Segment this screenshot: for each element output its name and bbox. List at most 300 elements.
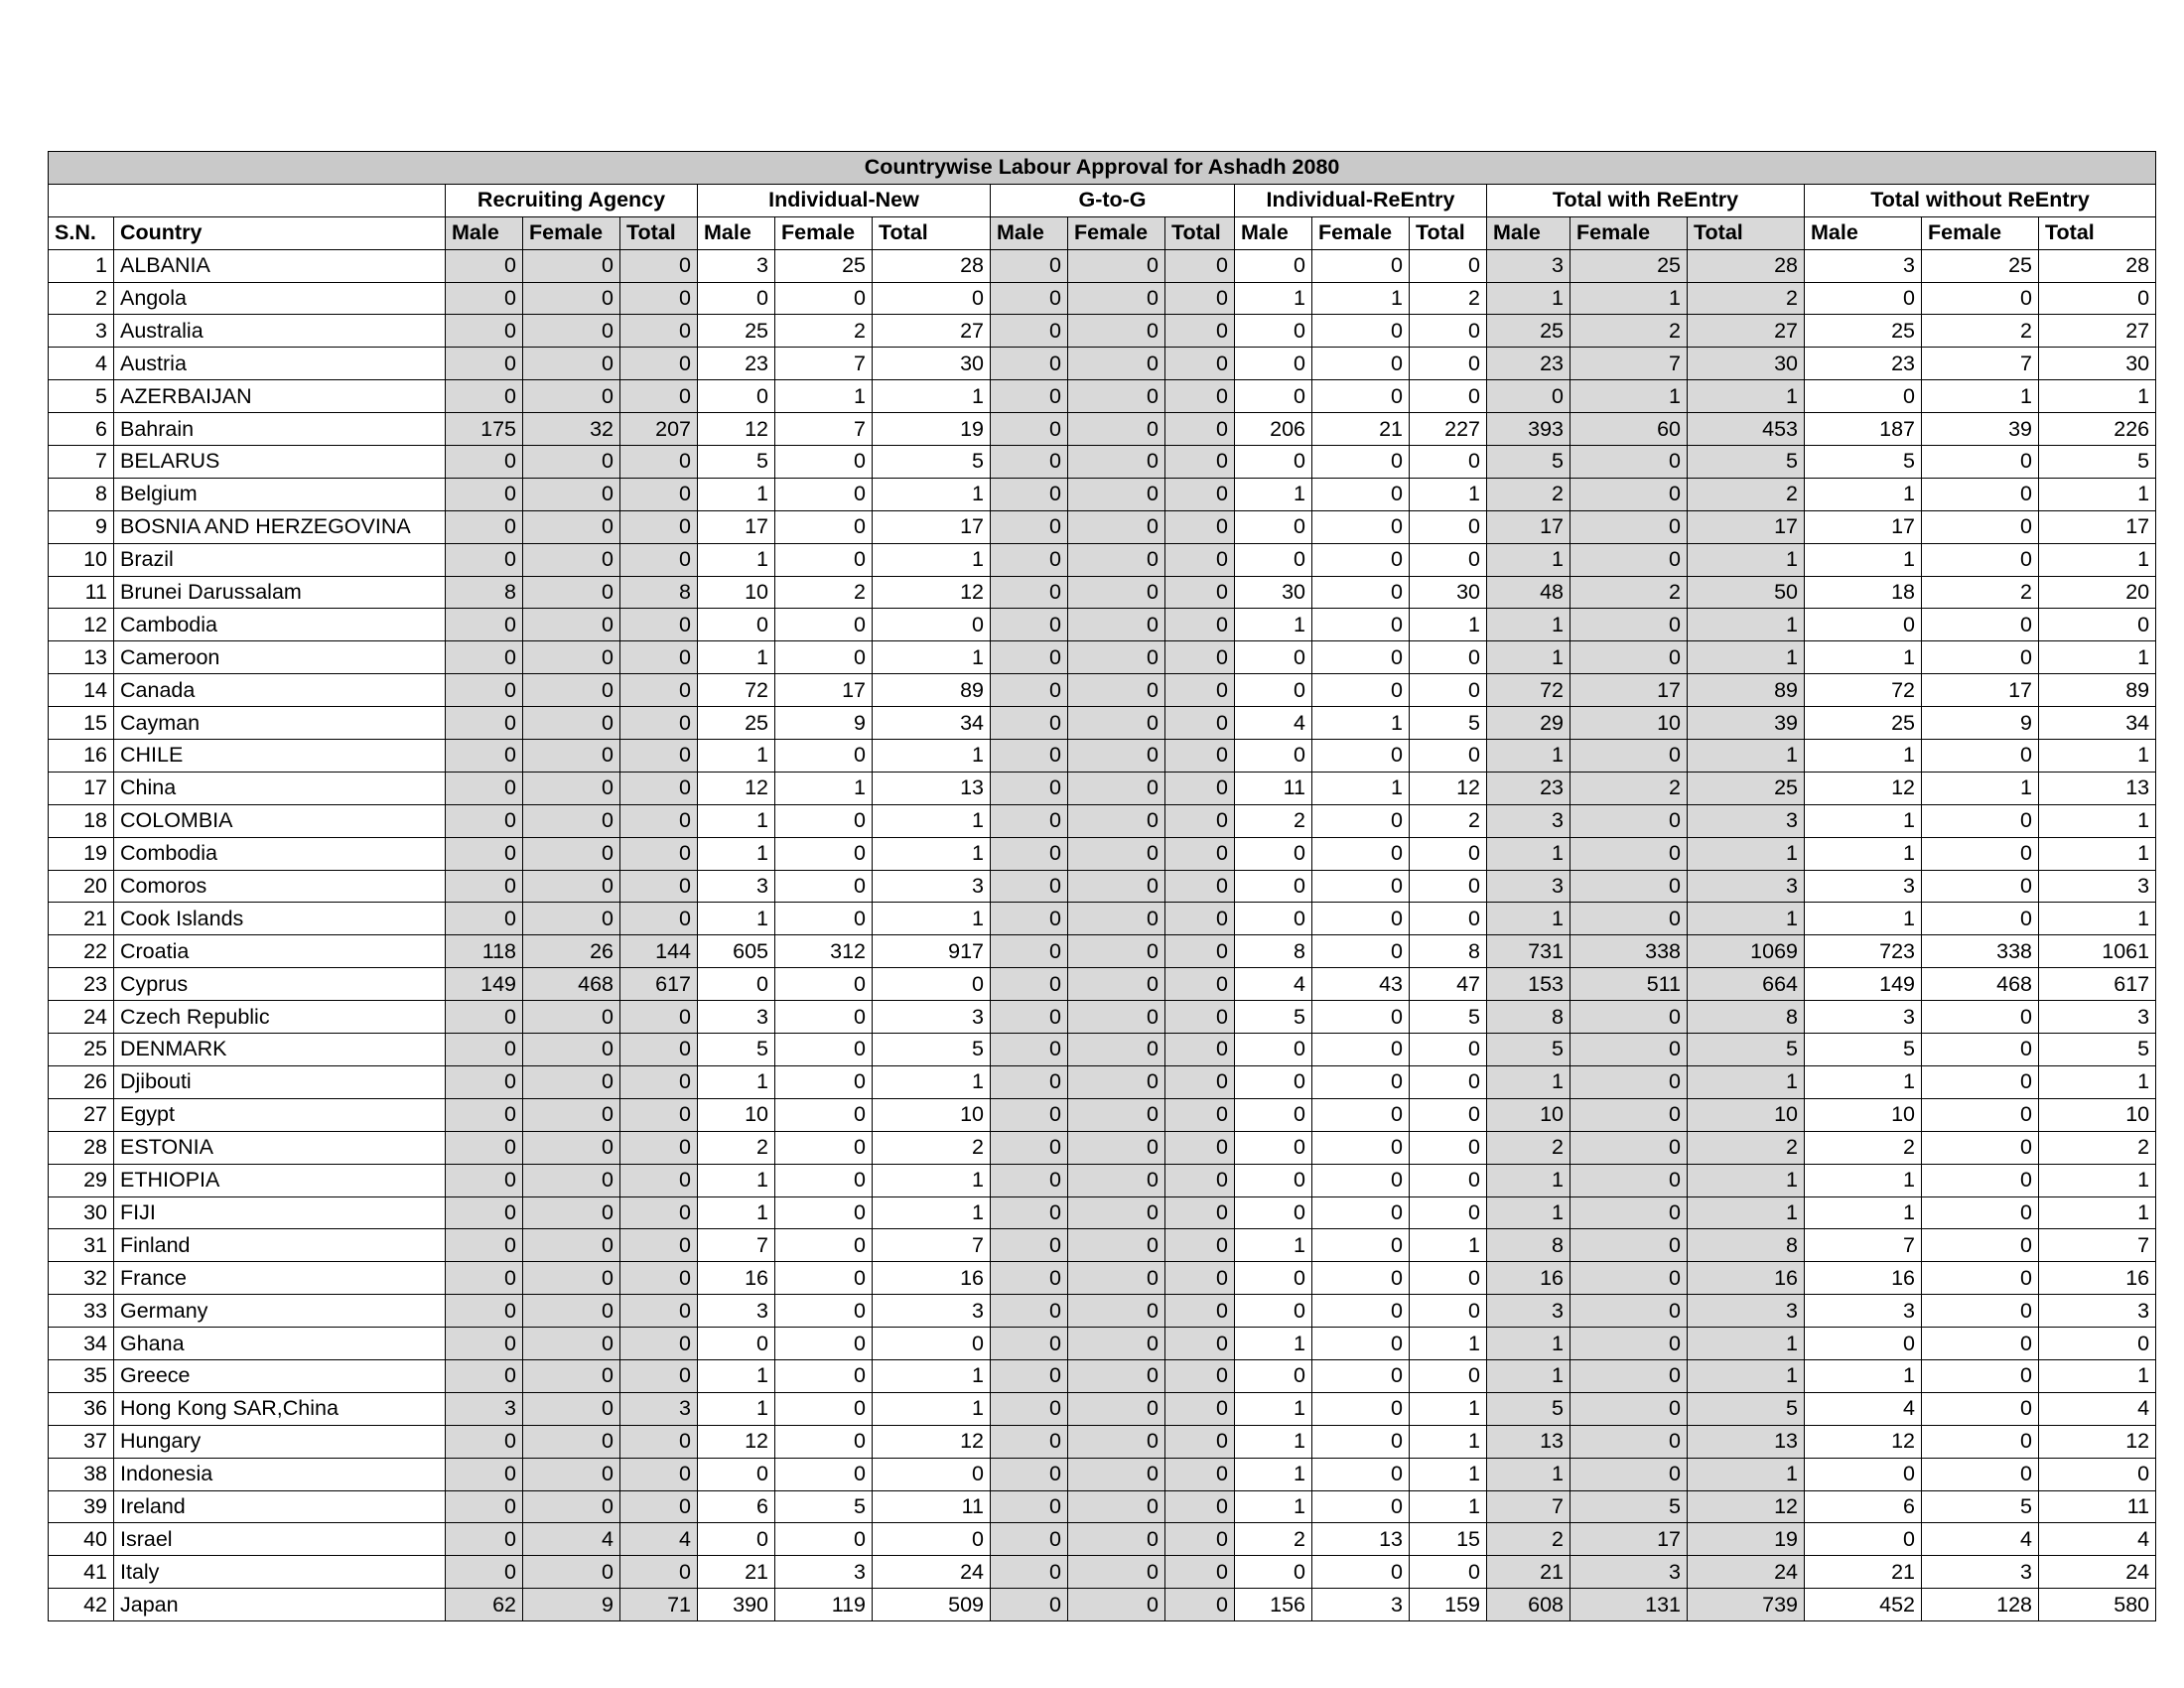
cell-value: 0	[1312, 641, 1410, 674]
cell-value: 0	[775, 1359, 873, 1392]
cell-value: 0	[991, 1556, 1068, 1589]
cell-value: 1	[1487, 1065, 1570, 1098]
cell-value: 1	[1235, 1425, 1312, 1458]
cell-value: 50	[1688, 576, 1805, 609]
cell-value: 5	[1805, 446, 1922, 479]
cell-value: 1	[698, 1065, 775, 1098]
cell-value: 1	[1235, 282, 1312, 315]
country-name: Australia	[114, 315, 446, 348]
cell-value: 0	[1165, 903, 1235, 935]
serial-number: 32	[49, 1262, 114, 1295]
table-row	[49, 1556, 2156, 1589]
cell-value: 0	[1068, 935, 1165, 968]
serial-number: 17	[49, 772, 114, 804]
cell-value: 72	[1487, 674, 1570, 707]
cell-value: 1	[1487, 1196, 1570, 1229]
cell-value: 0	[523, 446, 620, 479]
cell-value: 0	[991, 804, 1068, 837]
cell-value: 19	[873, 413, 991, 446]
cell-value: 0	[1570, 1328, 1688, 1360]
cell-value: 0	[991, 837, 1068, 870]
group-header-blank	[49, 184, 446, 216]
cell-value: 3	[1688, 1295, 1805, 1328]
cell-value: 13	[1688, 1425, 1805, 1458]
cell-value: 0	[1165, 446, 1235, 479]
cell-value: 13	[1312, 1523, 1410, 1556]
cell-value: 1	[1922, 772, 2039, 804]
cell-value: 3	[1922, 1556, 2039, 1589]
cell-value: 13	[873, 772, 991, 804]
cell-value: 0	[1165, 837, 1235, 870]
cell-value: 2	[1688, 1131, 1805, 1164]
cell-value: 0	[620, 1359, 698, 1392]
title-row	[49, 152, 2156, 185]
cell-value: 0	[1922, 641, 2039, 674]
cell-value: 0	[1068, 1392, 1165, 1425]
cell-value: 0	[775, 1034, 873, 1066]
cell-value: 1	[1688, 903, 1805, 935]
cell-value: 0	[1235, 249, 1312, 282]
cell-value: 0	[1922, 1065, 2039, 1098]
header-male: Male	[1487, 216, 1570, 249]
cell-value: 0	[1165, 1295, 1235, 1328]
serial-number: 19	[49, 837, 114, 870]
cell-value: 1	[698, 1392, 775, 1425]
cell-value: 0	[523, 510, 620, 543]
cell-value: 338	[1570, 935, 1688, 968]
cell-value: 0	[775, 804, 873, 837]
cell-value: 0	[1068, 968, 1165, 1001]
table-row	[49, 1523, 2156, 1556]
cell-value: 0	[523, 1458, 620, 1490]
cell-value: 917	[873, 935, 991, 968]
cell-value: 1	[873, 903, 991, 935]
cell-value: 0	[1570, 804, 1688, 837]
cell-value: 0	[620, 543, 698, 576]
header-male: Male	[1235, 216, 1312, 249]
group-recruiting-agency: Recruiting Agency	[446, 184, 698, 216]
cell-value: 0	[1805, 282, 1922, 315]
cell-value: 11	[873, 1490, 991, 1523]
cell-value: 0	[1570, 837, 1688, 870]
table-row	[49, 870, 2156, 903]
cell-value: 8	[620, 576, 698, 609]
serial-number: 38	[49, 1458, 114, 1490]
cell-value: 0	[446, 837, 523, 870]
cell-value: 0	[1570, 903, 1688, 935]
cell-value: 0	[1235, 837, 1312, 870]
cell-value: 0	[620, 510, 698, 543]
serial-number: 10	[49, 543, 114, 576]
cell-value: 21	[698, 1556, 775, 1589]
cell-value: 0	[523, 1490, 620, 1523]
cell-value: 0	[620, 674, 698, 707]
cell-value: 0	[991, 1034, 1068, 1066]
cell-value: 7	[775, 348, 873, 380]
cell-value: 0	[1068, 1359, 1165, 1392]
cell-value: 5	[1922, 1490, 2039, 1523]
group-total-with-reentry: Total with ReEntry	[1487, 184, 1805, 216]
cell-value: 0	[991, 1458, 1068, 1490]
table-row	[49, 1392, 2156, 1425]
cell-value: 0	[1922, 903, 2039, 935]
cell-value: 0	[1922, 446, 2039, 479]
serial-number: 2	[49, 282, 114, 315]
cell-value: 0	[1068, 348, 1165, 380]
cell-value: 48	[1487, 576, 1570, 609]
cell-value: 0	[873, 1328, 991, 1360]
country-name: BOSNIA AND HERZEGOVINA	[114, 510, 446, 543]
cell-value: 34	[2039, 707, 2156, 740]
cell-value: 1	[1487, 543, 1570, 576]
cell-value: 1	[873, 1196, 991, 1229]
cell-value: 17	[775, 674, 873, 707]
cell-value: 7	[775, 413, 873, 446]
cell-value: 1	[1487, 609, 1570, 641]
cell-value: 0	[1410, 380, 1487, 413]
cell-value: 509	[873, 1589, 991, 1621]
serial-number: 25	[49, 1034, 114, 1066]
table-row	[49, 1196, 2156, 1229]
cell-value: 1	[873, 804, 991, 837]
cell-value: 0	[1312, 510, 1410, 543]
serial-number: 34	[49, 1328, 114, 1360]
cell-value: 2	[1410, 282, 1487, 315]
cell-value: 0	[1165, 1556, 1235, 1589]
cell-value: 15	[1410, 1523, 1487, 1556]
cell-value: 2	[1235, 804, 1312, 837]
cell-value: 0	[446, 1523, 523, 1556]
cell-value: 0	[698, 968, 775, 1001]
cell-value: 3	[1805, 1001, 1922, 1034]
cell-value: 0	[620, 1098, 698, 1131]
cell-value: 1	[775, 772, 873, 804]
cell-value: 0	[1312, 674, 1410, 707]
cell-value: 1	[1235, 1229, 1312, 1262]
cell-value: 3	[873, 870, 991, 903]
cell-value: 1	[2039, 1164, 2156, 1196]
cell-value: 0	[1312, 315, 1410, 348]
cell-value: 0	[523, 1392, 620, 1425]
cell-value: 2	[1805, 1131, 1922, 1164]
cell-value: 3	[2039, 1001, 2156, 1034]
cell-value: 9	[1922, 707, 2039, 740]
cell-value: 2	[1487, 1131, 1570, 1164]
cell-value: 7	[1805, 1229, 1922, 1262]
cell-value: 1	[1487, 1458, 1570, 1490]
country-name: Cameroon	[114, 641, 446, 674]
cell-value: 17	[1805, 510, 1922, 543]
cell-value: 89	[2039, 674, 2156, 707]
table-row	[49, 1359, 2156, 1392]
cell-value: 0	[991, 1295, 1068, 1328]
cell-value: 13	[2039, 772, 2156, 804]
cell-value: 2	[698, 1131, 775, 1164]
cell-value: 0	[523, 1295, 620, 1328]
cell-value: 62	[446, 1589, 523, 1621]
cell-value: 3	[1688, 804, 1805, 837]
cell-value: 0	[775, 1196, 873, 1229]
cell-value: 608	[1487, 1589, 1570, 1621]
cell-value: 0	[446, 1328, 523, 1360]
cell-value: 0	[1922, 1425, 2039, 1458]
cell-value: 0	[1805, 609, 1922, 641]
cell-value: 12	[2039, 1425, 2156, 1458]
cell-value: 43	[1312, 968, 1410, 1001]
header-country: Country	[114, 216, 446, 249]
cell-value: 0	[698, 609, 775, 641]
cell-value: 0	[1922, 1359, 2039, 1392]
serial-number: 29	[49, 1164, 114, 1196]
header-sn: S.N.	[49, 216, 114, 249]
cell-value: 0	[523, 1359, 620, 1392]
cell-value: 0	[1312, 1131, 1410, 1164]
cell-value: 0	[1165, 1098, 1235, 1131]
cell-value: 8	[446, 576, 523, 609]
cell-value: 1	[1487, 1328, 1570, 1360]
cell-value: 0	[991, 1392, 1068, 1425]
cell-value: 1	[1410, 478, 1487, 510]
cell-value: 4	[620, 1523, 698, 1556]
serial-number: 21	[49, 903, 114, 935]
table-row	[49, 282, 2156, 315]
cell-value: 5	[1410, 1001, 1487, 1034]
country-name: Austria	[114, 348, 446, 380]
cell-value: 0	[1410, 1034, 1487, 1066]
cell-value: 0	[1068, 1328, 1165, 1360]
cell-value: 605	[698, 935, 775, 968]
cell-value: 0	[1410, 1164, 1487, 1196]
cell-value: 0	[1165, 478, 1235, 510]
cell-value: 0	[523, 576, 620, 609]
cell-value: 0	[620, 707, 698, 740]
country-name: Finland	[114, 1229, 446, 1262]
cell-value: 0	[523, 804, 620, 837]
cell-value: 0	[1410, 641, 1487, 674]
cell-value: 1	[1410, 1229, 1487, 1262]
table-row	[49, 1034, 2156, 1066]
cell-value: 0	[1068, 641, 1165, 674]
serial-number: 39	[49, 1490, 114, 1523]
country-name: Greece	[114, 1359, 446, 1392]
cell-value: 3	[1487, 1295, 1570, 1328]
cell-value: 159	[1410, 1589, 1487, 1621]
cell-value: 5	[1487, 1034, 1570, 1066]
cell-value: 0	[1312, 1295, 1410, 1328]
cell-value: 5	[2039, 1034, 2156, 1066]
cell-value: 739	[1688, 1589, 1805, 1621]
cell-value: 1	[2039, 641, 2156, 674]
cell-value: 16	[873, 1262, 991, 1295]
cell-value: 2	[775, 576, 873, 609]
cell-value: 3	[698, 1001, 775, 1034]
cell-value: 1	[1805, 1065, 1922, 1098]
serial-number: 6	[49, 413, 114, 446]
cell-value: 452	[1805, 1589, 1922, 1621]
cell-value: 3	[698, 1295, 775, 1328]
cell-value: 28	[873, 249, 991, 282]
cell-value: 0	[1922, 1229, 2039, 1262]
cell-value: 5	[2039, 446, 2156, 479]
cell-value: 0	[1922, 1001, 2039, 1034]
cell-value: 89	[1688, 674, 1805, 707]
cell-value: 0	[1165, 380, 1235, 413]
cell-value: 0	[991, 1098, 1068, 1131]
cell-value: 0	[1068, 380, 1165, 413]
cell-value: 175	[446, 413, 523, 446]
cell-value: 0	[1570, 1295, 1688, 1328]
cell-value: 0	[991, 1425, 1068, 1458]
cell-value: 11	[1235, 772, 1312, 804]
cell-value: 72	[698, 674, 775, 707]
cell-value: 0	[446, 1001, 523, 1034]
table-title: Countrywise Labour Approval for Ashadh 2080	[49, 152, 2156, 185]
cell-value: 0	[1410, 1065, 1487, 1098]
cell-value: 0	[446, 282, 523, 315]
cell-value: 0	[991, 282, 1068, 315]
table-row	[49, 903, 2156, 935]
cell-value: 0	[1570, 446, 1688, 479]
cell-value: 0	[873, 1523, 991, 1556]
header-total: Total	[620, 216, 698, 249]
cell-value: 0	[1068, 707, 1165, 740]
cell-value: 1	[1805, 837, 1922, 870]
cell-value: 0	[991, 1065, 1068, 1098]
cell-value: 1	[698, 543, 775, 576]
header-female: Female	[775, 216, 873, 249]
cell-value: 10	[698, 576, 775, 609]
cell-value: 1	[873, 1164, 991, 1196]
cell-value: 0	[1312, 837, 1410, 870]
cell-value: 34	[873, 707, 991, 740]
cell-value: 0	[1068, 1229, 1165, 1262]
cell-value: 0	[523, 543, 620, 576]
cell-value: 0	[775, 837, 873, 870]
table-row	[49, 1328, 2156, 1360]
cell-value: 0	[446, 446, 523, 479]
cell-value: 2	[1487, 1523, 1570, 1556]
cell-value: 0	[1570, 510, 1688, 543]
cell-value: 0	[991, 510, 1068, 543]
cell-value: 4	[1235, 707, 1312, 740]
cell-value: 0	[1922, 510, 2039, 543]
cell-value: 25	[775, 249, 873, 282]
cell-value: 0	[523, 903, 620, 935]
cell-value: 1	[873, 1392, 991, 1425]
table-row	[49, 935, 2156, 968]
cell-value: 0	[1068, 1001, 1165, 1034]
cell-value: 5	[873, 1034, 991, 1066]
cell-value: 16	[698, 1262, 775, 1295]
cell-value: 0	[1165, 1425, 1235, 1458]
cell-value: 0	[1165, 740, 1235, 773]
country-name: Bahrain	[114, 413, 446, 446]
cell-value: 4	[1922, 1523, 2039, 1556]
cell-value: 0	[446, 315, 523, 348]
header-female: Female	[1922, 216, 2039, 249]
cell-value: 617	[620, 968, 698, 1001]
header-male: Male	[446, 216, 523, 249]
cell-value: 17	[1570, 674, 1688, 707]
cell-value: 0	[620, 446, 698, 479]
cell-value: 0	[1235, 543, 1312, 576]
cell-value: 0	[1570, 1229, 1688, 1262]
cell-value: 0	[991, 674, 1068, 707]
serial-number: 12	[49, 609, 114, 641]
cell-value: 1	[2039, 1359, 2156, 1392]
cell-value: 17	[1570, 1523, 1688, 1556]
cell-value: 0	[1312, 740, 1410, 773]
cell-value: 0	[1068, 804, 1165, 837]
cell-value: 0	[523, 1425, 620, 1458]
cell-value: 23	[1487, 348, 1570, 380]
cell-value: 0	[1410, 249, 1487, 282]
cell-value: 0	[775, 1392, 873, 1425]
cell-value: 0	[523, 1034, 620, 1066]
cell-value: 0	[1068, 543, 1165, 576]
cell-value: 0	[1922, 1328, 2039, 1360]
cell-value: 1	[873, 1065, 991, 1098]
cell-value: 0	[1410, 1131, 1487, 1164]
cell-value: 6	[698, 1490, 775, 1523]
cell-value: 0	[1068, 772, 1165, 804]
cell-value: 0	[1165, 1001, 1235, 1034]
cell-value: 7	[1570, 348, 1688, 380]
cell-value: 0	[620, 380, 698, 413]
cell-value: 0	[775, 1164, 873, 1196]
cell-value: 0	[1165, 1490, 1235, 1523]
cell-value: 25	[698, 707, 775, 740]
cell-value: 0	[991, 478, 1068, 510]
cell-value: 4	[2039, 1392, 2156, 1425]
cell-value: 0	[620, 772, 698, 804]
cell-value: 0	[1312, 609, 1410, 641]
cell-value: 12	[1410, 772, 1487, 804]
cell-value: 0	[991, 413, 1068, 446]
serial-number: 14	[49, 674, 114, 707]
cell-value: 0	[991, 1262, 1068, 1295]
cell-value: 0	[1068, 903, 1165, 935]
country-name: Egypt	[114, 1098, 446, 1131]
cell-value: 0	[775, 641, 873, 674]
cell-value: 0	[523, 1001, 620, 1034]
cell-value: 3	[620, 1392, 698, 1425]
cell-value: 0	[1312, 1392, 1410, 1425]
cell-value: 7	[698, 1229, 775, 1262]
cell-value: 149	[1805, 968, 1922, 1001]
header-total: Total	[1688, 216, 1805, 249]
cell-value: 0	[991, 576, 1068, 609]
cell-value: 1	[1487, 1164, 1570, 1196]
cell-value: 0	[523, 1556, 620, 1589]
table-row	[49, 1458, 2156, 1490]
cell-value: 0	[1235, 1262, 1312, 1295]
cell-value: 0	[1165, 1065, 1235, 1098]
cell-value: 3	[446, 1392, 523, 1425]
cell-value: 89	[873, 674, 991, 707]
cell-value: 0	[1312, 1359, 1410, 1392]
cell-value: 0	[1312, 804, 1410, 837]
cell-value: 0	[1570, 1392, 1688, 1425]
cell-value: 1	[2039, 903, 2156, 935]
cell-value: 0	[1312, 1034, 1410, 1066]
cell-value: 0	[1805, 1523, 1922, 1556]
cell-value: 2	[1570, 772, 1688, 804]
cell-value: 119	[775, 1589, 873, 1621]
cell-value: 0	[1312, 1098, 1410, 1131]
cell-value: 0	[775, 543, 873, 576]
cell-value: 1	[2039, 478, 2156, 510]
